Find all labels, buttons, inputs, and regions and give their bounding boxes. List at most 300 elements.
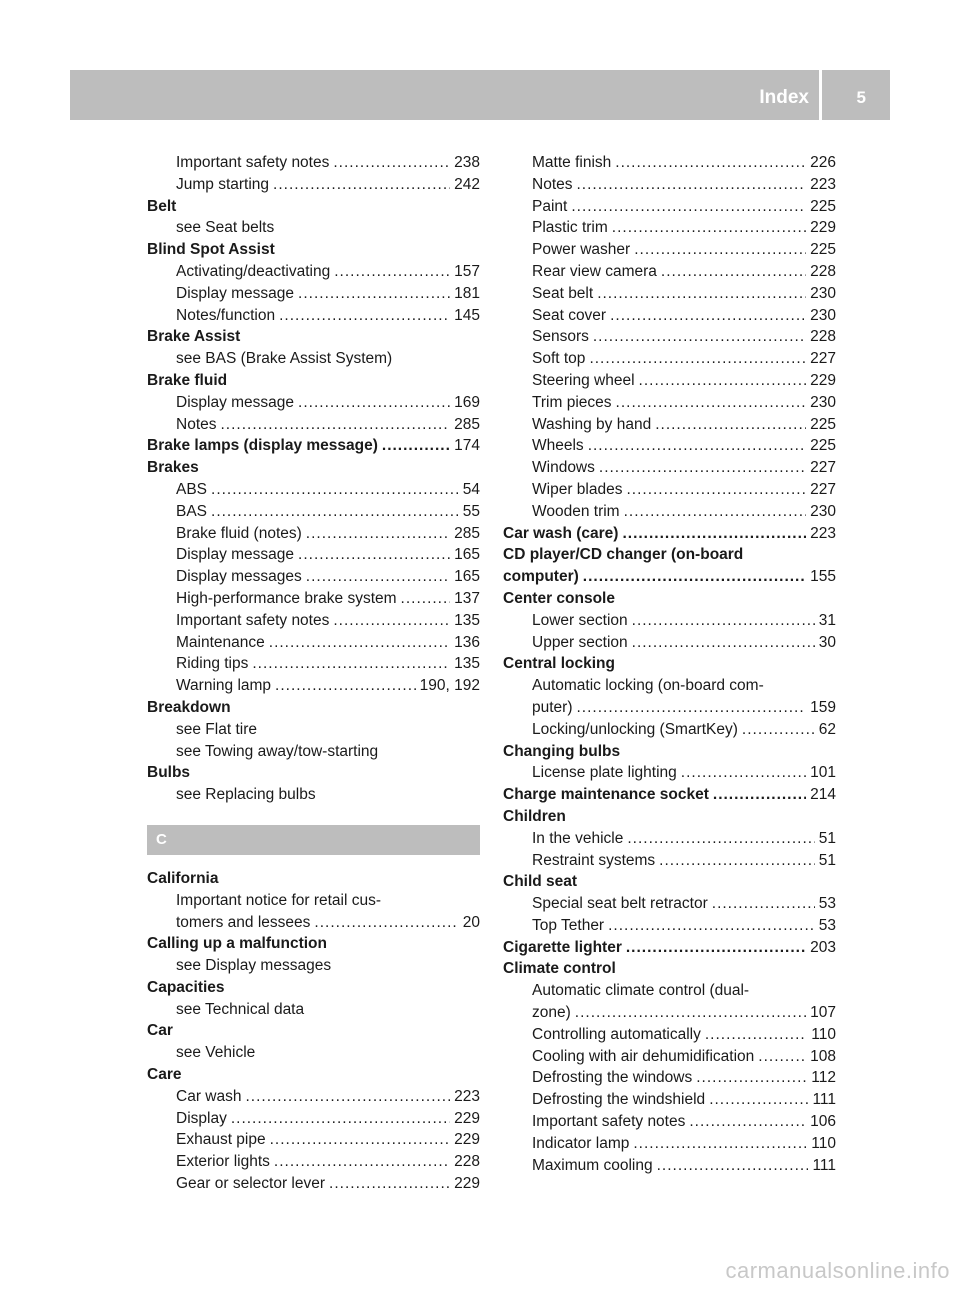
page-reference: 53 bbox=[818, 916, 836, 934]
index-entry bbox=[147, 283, 480, 305]
entry-text: Capacities bbox=[147, 978, 225, 996]
page-reference: 225 bbox=[810, 437, 836, 455]
leader-dots bbox=[712, 893, 815, 915]
entry-text: Exhaust pipe bbox=[176, 1131, 266, 1149]
leader-dots bbox=[661, 261, 806, 283]
leader-dots bbox=[616, 392, 807, 414]
entry-text: Bulbs bbox=[147, 764, 191, 782]
index-entry bbox=[147, 1151, 480, 1173]
leader-dots bbox=[577, 697, 807, 719]
page-reference: 51 bbox=[818, 851, 836, 869]
entry-text: Seat belt bbox=[532, 284, 594, 302]
index-entry bbox=[503, 217, 836, 239]
leader-dots bbox=[689, 1111, 806, 1133]
leader-dots bbox=[583, 566, 806, 588]
entry-text: Brake Assist bbox=[147, 328, 241, 346]
index-heading bbox=[147, 239, 480, 261]
leader-dots bbox=[624, 501, 807, 523]
entry-text: Brake fluid (notes) bbox=[176, 524, 302, 542]
leader-dots bbox=[632, 632, 815, 654]
leader-dots bbox=[333, 610, 450, 632]
entry-text: tomers and lessees bbox=[176, 913, 311, 931]
entry-text: Gear or selector lever bbox=[176, 1175, 326, 1193]
index-entry bbox=[147, 653, 480, 675]
leader-dots bbox=[279, 305, 450, 327]
entry-text: Paint bbox=[532, 197, 568, 215]
leader-dots bbox=[298, 544, 450, 566]
page-reference: 181 bbox=[454, 284, 480, 302]
page-reference: 242 bbox=[454, 175, 480, 193]
entry-text: In the vehicle bbox=[532, 829, 624, 847]
index-entry bbox=[147, 1086, 480, 1108]
entry-text: Car wash (care) bbox=[503, 524, 619, 542]
page-reference: 145 bbox=[454, 306, 480, 324]
index-heading bbox=[503, 806, 836, 828]
leader-dots bbox=[634, 239, 806, 261]
entry-text: Lower section bbox=[532, 611, 628, 629]
index-entry bbox=[147, 890, 480, 912]
leader-dots bbox=[615, 152, 806, 174]
entry-text: Display message bbox=[176, 284, 295, 302]
entry-text: see Replacing bulbs bbox=[176, 786, 316, 804]
page-reference: 20 bbox=[462, 913, 480, 931]
leader-dots bbox=[626, 937, 806, 959]
index-entry bbox=[503, 1024, 836, 1046]
index-entry bbox=[503, 1111, 836, 1133]
page-reference: 110 bbox=[811, 1134, 836, 1152]
page-reference: 62 bbox=[818, 720, 836, 738]
entry-text: Car bbox=[147, 1022, 173, 1040]
entry-text: Windows bbox=[532, 459, 595, 477]
page-reference: 190, 192 bbox=[419, 677, 480, 695]
leader-dots bbox=[639, 370, 807, 392]
leader-dots bbox=[306, 523, 450, 545]
index-entry bbox=[503, 152, 836, 174]
index-entry bbox=[147, 955, 480, 977]
entry-text: Automatic climate control (dual- bbox=[532, 982, 750, 1000]
page-reference: 229 bbox=[454, 1131, 480, 1149]
index-heading bbox=[147, 697, 480, 719]
index-entry bbox=[503, 501, 836, 523]
page-reference: 230 bbox=[810, 306, 836, 324]
entry-text: Plastic trim bbox=[532, 219, 608, 237]
entry-text: Maintenance bbox=[176, 633, 265, 651]
page-reference: 108 bbox=[810, 1047, 836, 1065]
entry-text: Special seat belt retractor bbox=[532, 895, 708, 913]
index-heading bbox=[147, 370, 480, 392]
entry-text: Notes bbox=[176, 415, 217, 433]
leader-dots bbox=[709, 1089, 808, 1111]
index-entry bbox=[147, 348, 480, 370]
leader-dots bbox=[314, 912, 458, 934]
index-entry bbox=[147, 566, 480, 588]
entry-text: Washing by hand bbox=[532, 415, 652, 433]
index-heading bbox=[503, 871, 836, 893]
page-reference: 165 bbox=[454, 568, 480, 586]
page-reference: 225 bbox=[810, 241, 836, 259]
entry-text: see Seat belts bbox=[176, 219, 275, 237]
index-entry bbox=[503, 435, 836, 457]
entry-text: Important safety notes bbox=[176, 611, 330, 629]
page-reference: 229 bbox=[454, 1109, 480, 1127]
leader-dots bbox=[622, 523, 806, 545]
index-entry bbox=[147, 632, 480, 654]
page-reference: 155 bbox=[810, 568, 836, 586]
index-heading bbox=[147, 762, 480, 784]
page-reference: 106 bbox=[810, 1113, 836, 1131]
page-reference: 229 bbox=[454, 1175, 480, 1193]
page-reference: 228 bbox=[454, 1153, 480, 1171]
page-reference: 137 bbox=[454, 589, 480, 607]
leader-dots bbox=[221, 414, 451, 436]
page-reference: 135 bbox=[454, 611, 480, 629]
entry-text: Changing bulbs bbox=[503, 742, 621, 760]
index-entry bbox=[503, 915, 836, 937]
entry-text: Steering wheel bbox=[532, 371, 635, 389]
entry-text: Brakes bbox=[147, 459, 199, 477]
leader-dots bbox=[632, 610, 815, 632]
index-entry bbox=[503, 1002, 836, 1024]
index-entry bbox=[147, 610, 480, 632]
entry-text: Jump starting bbox=[176, 175, 270, 193]
entry-text: Wiper blades bbox=[532, 480, 623, 498]
entry-text: California bbox=[147, 869, 219, 887]
leader-dots bbox=[657, 1155, 809, 1177]
page-reference: 30 bbox=[818, 633, 836, 651]
leader-dots bbox=[382, 435, 450, 457]
entry-text: see Flat tire bbox=[176, 720, 257, 738]
entry-text: Locking/unlocking (SmartKey) bbox=[532, 720, 738, 738]
index-entry bbox=[503, 1067, 836, 1089]
entry-text: Defrosting the windshield bbox=[532, 1091, 706, 1109]
leader-dots bbox=[333, 152, 450, 174]
entry-text: Calling up a malfunction bbox=[147, 935, 327, 953]
entry-text: Cooling with air dehumidification bbox=[532, 1047, 755, 1065]
leader-dots bbox=[245, 1086, 450, 1108]
page-reference: 230 bbox=[810, 284, 836, 302]
page-reference: 203 bbox=[810, 938, 836, 956]
leader-dots bbox=[627, 828, 814, 850]
index-entry bbox=[147, 741, 480, 763]
leader-dots bbox=[211, 501, 459, 523]
index-entry bbox=[147, 675, 480, 697]
index-entry bbox=[503, 675, 836, 697]
entry-text: Brake lamps (display message) bbox=[147, 437, 378, 455]
section-letter: C bbox=[156, 830, 167, 848]
leader-dots bbox=[298, 283, 450, 305]
index-entry bbox=[147, 174, 480, 196]
entry-text: Breakdown bbox=[147, 698, 231, 716]
leader-dots bbox=[577, 174, 807, 196]
leader-dots bbox=[633, 1133, 807, 1155]
index-entry bbox=[147, 152, 480, 174]
entry-text: Notes/function bbox=[176, 306, 276, 324]
index-entry bbox=[147, 784, 480, 806]
page-reference: 110 bbox=[811, 1025, 836, 1043]
entry-text: Restraint systems bbox=[532, 851, 656, 869]
index-entry bbox=[503, 305, 836, 327]
entry-text: Seat cover bbox=[532, 306, 607, 324]
index-entry bbox=[147, 479, 480, 501]
leader-dots bbox=[713, 784, 806, 806]
index-heading bbox=[147, 326, 480, 348]
index-entry bbox=[147, 544, 480, 566]
page-reference: 229 bbox=[810, 371, 836, 389]
entry-text: Trim pieces bbox=[532, 393, 612, 411]
index-entry bbox=[503, 893, 836, 915]
index-heading bbox=[147, 1064, 480, 1086]
index-entry bbox=[503, 850, 836, 872]
leader-dots bbox=[681, 762, 806, 784]
index-entry bbox=[503, 1155, 836, 1177]
entry-text: see BAS (Brake Assist System) bbox=[176, 350, 393, 368]
page-reference: 214 bbox=[810, 786, 836, 804]
entry-text: Car wash bbox=[176, 1087, 242, 1105]
leader-dots bbox=[273, 174, 450, 196]
index-entry bbox=[503, 348, 836, 370]
entry-text: Top Tether bbox=[532, 916, 605, 934]
page-reference: 223 bbox=[810, 524, 836, 542]
page-reference: 230 bbox=[810, 393, 836, 411]
leader-dots bbox=[306, 566, 450, 588]
index-entry bbox=[503, 174, 836, 196]
page-reference: 226 bbox=[810, 154, 836, 171]
page-reference: 285 bbox=[454, 524, 480, 542]
leader-dots bbox=[655, 414, 806, 436]
header-title: Index bbox=[759, 70, 822, 120]
entry-text: Matte finish bbox=[532, 154, 612, 171]
entry-text: see Display messages bbox=[176, 957, 332, 975]
entry-text: Rear view camera bbox=[532, 262, 657, 280]
index-entry bbox=[503, 283, 836, 305]
entry-text: Important notice for retail cus- bbox=[176, 891, 382, 909]
index-entry bbox=[503, 980, 836, 1002]
leader-dots bbox=[270, 1129, 451, 1151]
entry-text: Center console bbox=[503, 589, 615, 607]
index-entry bbox=[147, 501, 480, 523]
index-entry bbox=[147, 719, 480, 741]
index-entry bbox=[503, 1046, 836, 1068]
index-entry bbox=[147, 1173, 480, 1195]
page-reference: 159 bbox=[810, 698, 836, 716]
index-heading bbox=[503, 937, 836, 959]
index-heading bbox=[503, 741, 836, 763]
index-entry bbox=[503, 392, 836, 414]
leader-dots bbox=[705, 1024, 807, 1046]
entry-text: Wooden trim bbox=[532, 502, 620, 520]
page-reference: 225 bbox=[810, 197, 836, 215]
entry-text: Display bbox=[176, 1109, 227, 1127]
entry-text: Charge maintenance socket bbox=[503, 786, 709, 804]
index-entry bbox=[147, 1042, 480, 1064]
leader-dots bbox=[575, 1002, 806, 1024]
entry-text: Controlling automatically bbox=[532, 1025, 701, 1043]
index-heading bbox=[503, 544, 836, 566]
leader-dots bbox=[696, 1067, 807, 1089]
leader-dots bbox=[231, 1108, 450, 1130]
leader-dots bbox=[274, 1151, 450, 1173]
page-number: 5 bbox=[856, 88, 866, 107]
entry-text: Automatic locking (on-board com- bbox=[532, 677, 764, 695]
entry-text: Display message bbox=[176, 393, 295, 411]
index-entry bbox=[147, 1108, 480, 1130]
index-entry bbox=[503, 762, 836, 784]
leader-dots bbox=[334, 261, 450, 283]
entry-list bbox=[503, 152, 836, 1176]
leader-dots bbox=[252, 653, 450, 675]
index-entry bbox=[503, 326, 836, 348]
index-entry bbox=[147, 912, 480, 934]
index-entry bbox=[147, 1129, 480, 1151]
entry-text: Children bbox=[503, 807, 566, 825]
entry-text: Soft top bbox=[532, 350, 586, 368]
page-header bbox=[70, 70, 890, 120]
page-reference: 227 bbox=[810, 480, 836, 498]
leader-dots bbox=[275, 675, 416, 697]
entry-text: computer) bbox=[503, 568, 579, 586]
index-entry bbox=[503, 697, 836, 719]
index-entry bbox=[503, 414, 836, 436]
page-reference: 101 bbox=[810, 764, 836, 782]
index-heading bbox=[147, 457, 480, 479]
entry-text: BAS bbox=[176, 502, 208, 520]
leader-dots bbox=[588, 435, 806, 457]
page-reference: 31 bbox=[818, 611, 836, 629]
page-reference: 229 bbox=[810, 219, 836, 237]
index-entry bbox=[147, 588, 480, 610]
index-entry bbox=[503, 261, 836, 283]
leader-dots bbox=[758, 1046, 806, 1068]
index-entry bbox=[147, 305, 480, 327]
page-reference: 111 bbox=[812, 1091, 836, 1109]
index-entry bbox=[503, 457, 836, 479]
leader-dots bbox=[599, 457, 806, 479]
page-reference: 227 bbox=[810, 350, 836, 368]
index-entry bbox=[147, 414, 480, 436]
entry-text: Cigarette lighter bbox=[503, 938, 622, 956]
leader-dots bbox=[626, 479, 806, 501]
index-heading bbox=[503, 784, 836, 806]
page-reference: 174 bbox=[454, 437, 480, 455]
entry-list-c bbox=[147, 868, 480, 1195]
index-heading bbox=[503, 523, 836, 545]
index-entry bbox=[503, 1133, 836, 1155]
page-reference: 227 bbox=[810, 459, 836, 477]
entry-text: Defrosting the windows bbox=[532, 1069, 693, 1087]
entry-text: Care bbox=[147, 1066, 182, 1084]
leader-dots bbox=[401, 588, 451, 610]
page-reference: 169 bbox=[454, 393, 480, 411]
index-entry bbox=[503, 828, 836, 850]
section-header-c bbox=[147, 825, 480, 855]
entry-text: High-performance brake system bbox=[176, 589, 397, 607]
entry-text: Important safety notes bbox=[176, 154, 330, 171]
index-heading bbox=[503, 653, 836, 675]
leader-dots bbox=[659, 850, 815, 872]
leader-dots bbox=[608, 915, 815, 937]
page-reference: 285 bbox=[454, 415, 480, 433]
leader-dots bbox=[612, 217, 806, 239]
page-reference: 223 bbox=[810, 175, 836, 193]
leader-dots bbox=[329, 1173, 450, 1195]
entry-text: see Technical data bbox=[176, 1000, 305, 1018]
index-entry bbox=[503, 196, 836, 218]
watermark: carmanualsonline.info bbox=[725, 1258, 950, 1283]
page-reference: 165 bbox=[454, 546, 480, 564]
entry-text: Display messages bbox=[176, 568, 302, 586]
page-reference: 135 bbox=[454, 655, 480, 673]
entry-text: Climate control bbox=[503, 960, 616, 978]
leader-dots bbox=[211, 479, 459, 501]
index-heading bbox=[147, 933, 480, 955]
page-reference: 238 bbox=[454, 154, 480, 171]
index-entry bbox=[503, 239, 836, 261]
entry-text: CD player/CD changer (on-board bbox=[503, 546, 744, 564]
entry-text: ABS bbox=[176, 480, 208, 498]
index-heading bbox=[147, 435, 480, 457]
index-column-left bbox=[147, 152, 480, 1195]
index-heading bbox=[147, 1020, 480, 1042]
entry-text: Maximum cooling bbox=[532, 1156, 653, 1174]
page-reference: 228 bbox=[810, 328, 836, 346]
entry-text: Power washer bbox=[532, 241, 631, 259]
entry-text: Blind Spot Assist bbox=[147, 241, 275, 259]
index-column-right bbox=[503, 152, 836, 1176]
entry-text: Warning lamp bbox=[176, 677, 272, 695]
entry-text: see Vehicle bbox=[176, 1044, 256, 1062]
entry-list bbox=[147, 152, 480, 806]
page-reference: 225 bbox=[810, 415, 836, 433]
leader-dots bbox=[597, 283, 806, 305]
index-entry bbox=[503, 610, 836, 632]
index-heading bbox=[147, 196, 480, 218]
entry-text: Wheels bbox=[532, 437, 584, 455]
page-reference: 112 bbox=[811, 1069, 836, 1087]
index-entry bbox=[147, 392, 480, 414]
index-entry bbox=[503, 719, 836, 741]
entry-text: Upper section bbox=[532, 633, 628, 651]
leader-dots bbox=[593, 326, 806, 348]
entry-text: License plate lighting bbox=[532, 764, 677, 782]
entry-text: Brake fluid bbox=[147, 371, 228, 389]
leader-dots bbox=[610, 305, 806, 327]
index-heading bbox=[503, 958, 836, 980]
index-entry bbox=[503, 632, 836, 654]
page-reference: 51 bbox=[818, 829, 836, 847]
leader-dots bbox=[269, 632, 450, 654]
index-entry bbox=[147, 261, 480, 283]
entry-text: Riding tips bbox=[176, 655, 249, 673]
entry-text: Display message bbox=[176, 546, 295, 564]
leader-dots bbox=[298, 392, 450, 414]
entry-text: Child seat bbox=[503, 873, 578, 891]
page-reference: 228 bbox=[810, 262, 836, 280]
page-reference: 107 bbox=[810, 1004, 836, 1022]
index-heading bbox=[147, 977, 480, 999]
entry-text: Belt bbox=[147, 197, 177, 215]
entry-text: Sensors bbox=[532, 328, 589, 346]
page-reference: 157 bbox=[454, 262, 480, 280]
entry-text: Exterior lights bbox=[176, 1153, 270, 1171]
page-reference: 136 bbox=[454, 633, 480, 651]
index-entry bbox=[503, 1089, 836, 1111]
entry-text: Important safety notes bbox=[532, 1113, 686, 1131]
page-reference: 223 bbox=[454, 1087, 480, 1105]
entry-text: Activating/deactivating bbox=[176, 262, 331, 280]
index-entry bbox=[147, 999, 480, 1021]
index-entry bbox=[503, 370, 836, 392]
index-heading bbox=[503, 588, 836, 610]
